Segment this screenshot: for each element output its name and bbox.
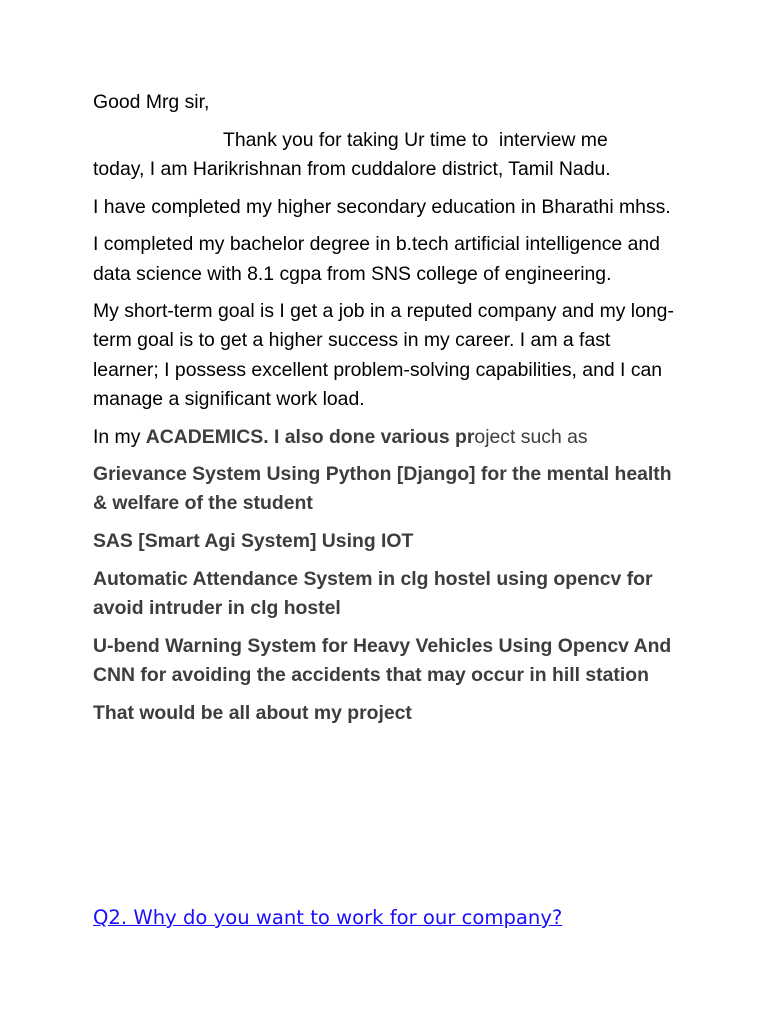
academics-prefix: In my — [93, 425, 146, 448]
project-item: U-bend Warning System for Heavy Vehicles Using Opencv And CNN for avoiding the accidents that may occur in hill station — [93, 634, 677, 686]
intro-lead-text: Thank you for taking Ur time to interview me — [223, 128, 608, 151]
secondary-education-paragraph: I have completed my higher secondary education in Bharathi mhss. — [93, 195, 671, 218]
academics-line — [93, 423, 674, 452]
project-item: SAS [Smart Agi System] Using IOT — [93, 530, 414, 553]
greeting-line: Good Mrg sir, — [93, 91, 210, 113]
intro-paragraph — [93, 126, 674, 184]
academics-bold-text: ACADEMICS. I also done various pr — [145, 425, 475, 448]
intro-rest-text: today, I am Harikrishnan from cuddalore district, Tamil Nadu. — [93, 157, 611, 180]
closing-line: That would be all about my project — [93, 701, 412, 724]
career-goals-paragraph: My short-term goal is I get a job in a reputed company and my long-term goal is to get a higher success in my career. I am a fast learner; I possess excellent problem-solving capabilities, and I can manage a significant work load. — [93, 300, 674, 410]
project-item: Grievance System Using Python [Django] for the mental health & welfare of the student — [93, 463, 677, 515]
bachelor-degree-paragraph: I completed my bachelor degree in b.tech artificial intelligence and data science with 8.1 cgpa from SNS college of engineering. — [93, 233, 666, 285]
academics-suffix: oject such as — [474, 425, 588, 448]
project-item: Automatic Attendance System in clg hostel using opencv for avoid intruder in clg hostel — [93, 567, 658, 620]
next-question-link[interactable]: Q2. Why do you want to work for our company? — [93, 906, 563, 929]
